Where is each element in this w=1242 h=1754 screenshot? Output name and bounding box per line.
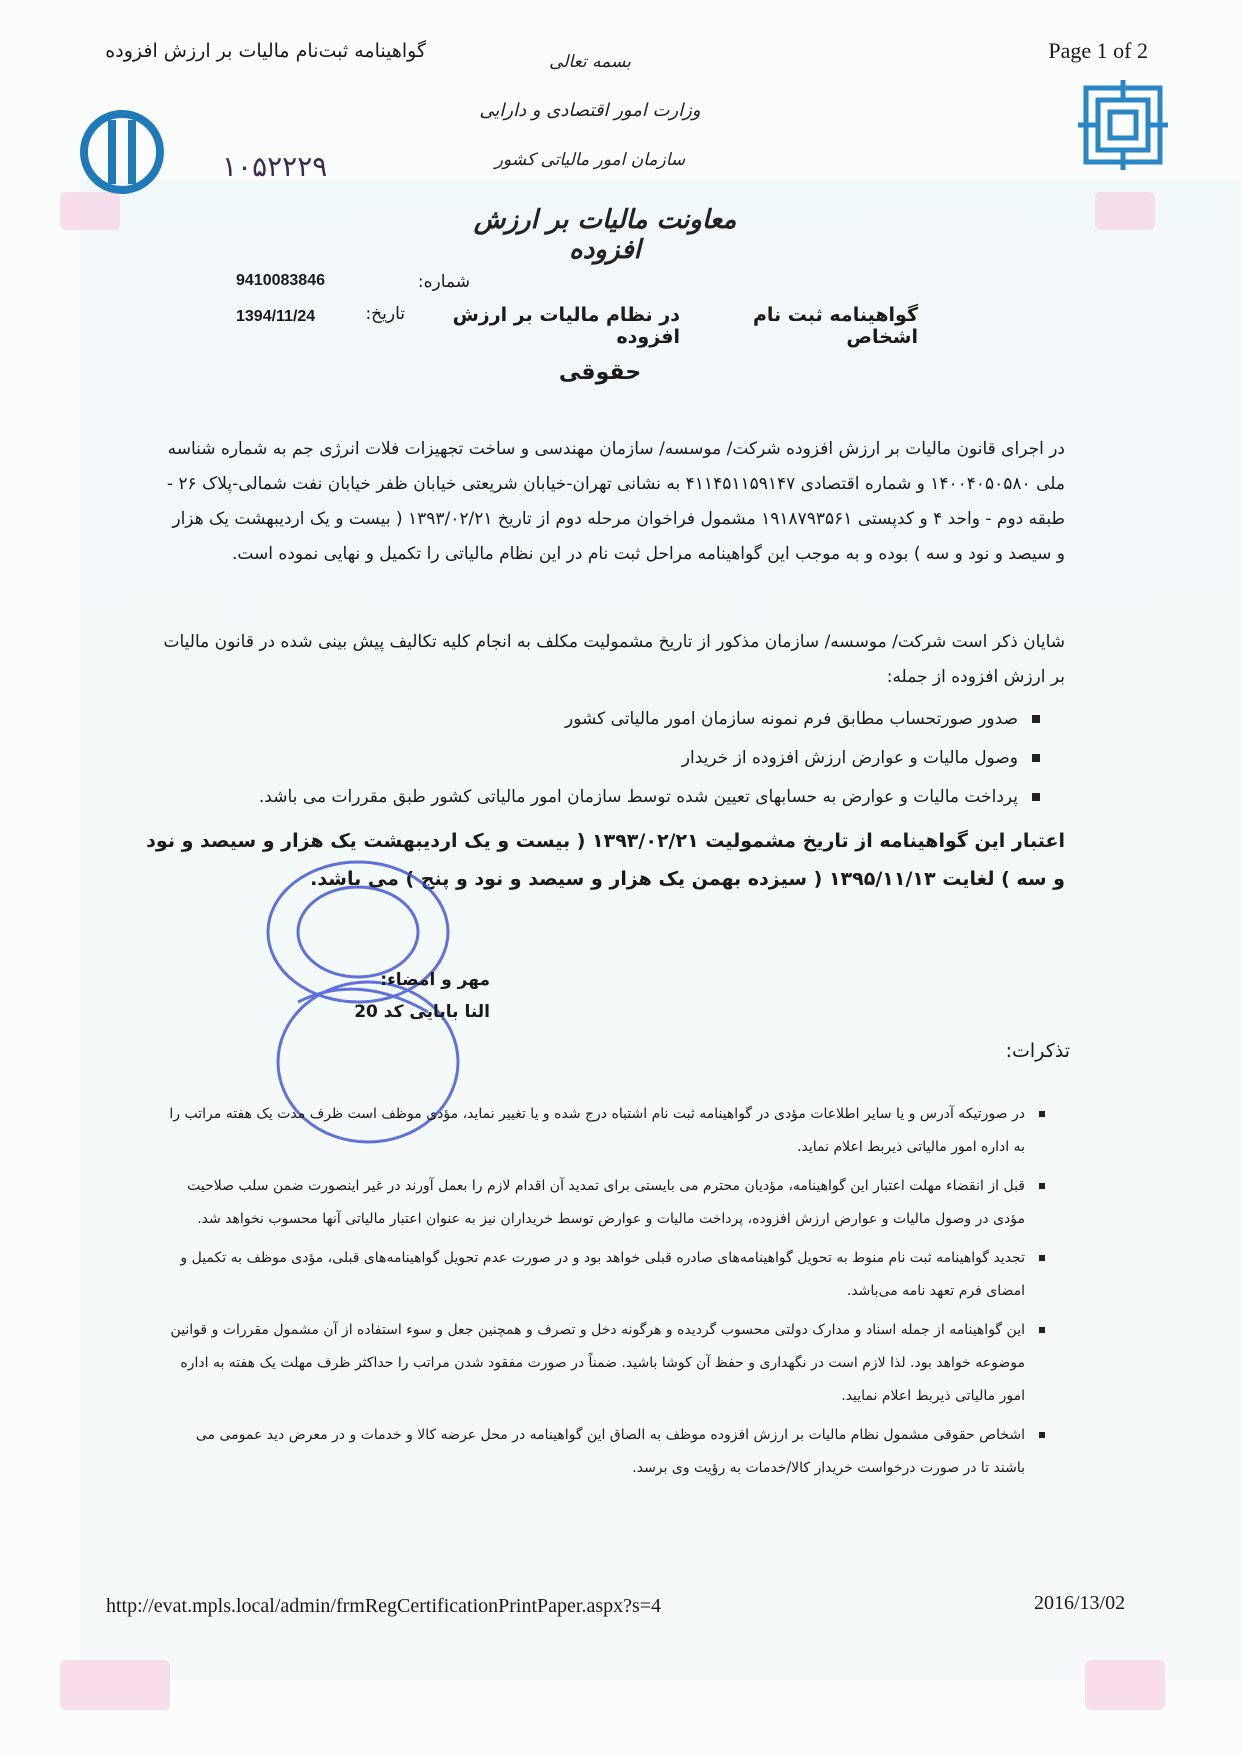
bismillah: بسمه تعالی: [549, 52, 631, 72]
number-value: 9410083846: [236, 272, 325, 289]
notes-list: [160, 1098, 1045, 1491]
page-number: Page 1 of 2: [1048, 38, 1148, 63]
obligations-list: [200, 700, 1040, 817]
pink-mark: [1085, 1660, 1165, 1710]
tax-emblem-icon: [78, 108, 166, 196]
list-item: اشخاص حقوقی مشمول نظام مالیات بر ارزش افزوده موظف به الصاق این گواهینامه در محل عرضه کالا و خدمات و در معرض دید عمومی می باشند تا در صورت درخواست خریدار کالا/خدمات به رؤیت وی برسد.: [160, 1419, 1045, 1485]
list-item: قبل از انقضاء مهلت اعتبار این گواهینامه، مؤدیان محترم می بایستی برای تمدید آن اقدام لازم را بعمل آورند در غیر اینصورت ضمن سلب صلاحیت مؤدی در وصول مالیات و عوارض ارزش افزوده، پرداخت مالیات و عوارض توسط خریداران نیز به عنوان اعتبار مالیاتی آنها محسوب نخواهد شد.: [160, 1170, 1045, 1236]
registration-system: در نظام مالیات بر ارزش افزوده: [452, 304, 680, 348]
obligations-intro: شایان ذکر است شرکت/ موسسه/ سازمان مذکور از تاریخ مشمولیت مکلف به انجام کلیه تکالیف پیش بینی شده در قانون مالیات بر ارزش افزوده از جمله:: [163, 632, 1065, 687]
list-item: این گواهینامه از جمله اسناد و مدارک دولتی محسوب گردیده و هرگونه دخل و تصرف و همچنین جعل و سوء استفاده از آن مشمول مقررات و قوانین موضوعه خواهد بود. لذا لازم است در نگهداری و حفظ آن کوشا باشید. ضمناً در صورت مفقود شدن مراتب را حداکثر ظرف مهلت یک هفته به اداره امور مالیاتی ذیربط اعلام نمایید.: [160, 1314, 1045, 1413]
organization-name: سازمان امور مالیاتی کشور: [494, 150, 686, 170]
footer-date: 2016/13/02: [1034, 1592, 1126, 1614]
date-label: تاریخ:: [365, 304, 405, 324]
deputy-title: معاونت مالیات بر ارزش افزوده: [473, 205, 737, 265]
list-item: در صورتیکه آدرس و یا سایر اطلاعات مؤدی در گواهینامه ثبت نام اشتباه درج شده و یا تغییر نماید، مؤدی موظف است ظرف مدت یک هفته مراتب را به اداره امور مالیاتی ذیربط اعلام نماید.: [160, 1098, 1045, 1164]
list-item: تجدید گواهینامه ثبت نام منوط به تحویل گواهینامه‌های صادره قبلی خواهد بود و در صورت عدم تحویل گواهینامه‌های قبلی، مؤدی موظف به تکمیل و امضای فرم تعهد نامه می‌باشد.: [160, 1242, 1045, 1308]
footer-url: http://evat.mpls.local/admin/frmRegCertificationPrintPaper.aspx?s=4: [106, 1595, 662, 1617]
person-type: حقوقی: [558, 360, 642, 385]
pink-mark: [60, 1660, 170, 1710]
number-label: شماره:: [417, 272, 470, 292]
list-item: پرداخت مالیات و عوارض به حسابهای تعیین شده توسط سازمان امور مالیاتی کشور طبق مقررات می باشد.: [200, 778, 1040, 817]
pink-mark: [1095, 192, 1155, 230]
seal-code: النا بابایی کد 20: [354, 1002, 490, 1022]
registration-title: گواهینامه ثبت نام اشخاص: [752, 304, 918, 348]
ministry-emblem-icon: [1078, 80, 1168, 170]
date-value: 1394/11/24: [236, 308, 316, 325]
validity-statement: اعتبار این گواهینامه از تاریخ مشمولیت ۱۳۹۳/۰۲/۲۱ ( بیست و یک اردیبهشت یک هزار و سیصد و نود و سه ) لغایت ۱۳۹۵/۱۱/۱۳ ( سیزده بهمن یک هزار و سیصد و نود و پنج ) می باشد.: [146, 830, 1065, 890]
body-paragraph: در اجرای قانون مالیات بر ارزش افزوده شرکت/ موسسه/ سازمان مهندسی و ساخت تجهیزات فلات انرژی جم به شماره شناسه ملی ۱۴۰۰۴۰۵۰۵۸۰ و شماره اقتصادی ۴۱۱۴۵۱۱۵۹۱۴۷ به نشانی تهران-خیابان شریعتی خیابان ظفر خیابان نفت شمالی-پلاک ۲۶ - طبقه دوم - واحد ۴ و کدپستی ۱۹۱۸۷۹۳۵۶۱ مشمول فراخوان مرحله دوم از تاریخ ۱۳۹۳/۰۲/۲۱ ( بیست و یک اردیبهشت یک هزار و سیصد و نود و سه ) بوده و به موجب این گواهینامه مراحل ثبت نام در این نظام مالیاتی را تکمیل و نهایی نموده است.: [166, 439, 1065, 564]
ministry-name: وزارت امور اقتصادی و دارایی: [479, 100, 701, 121]
notes-title: تذکرات:: [1005, 1040, 1070, 1062]
list-item: صدور صورتحساب مطابق فرم نمونه سازمان امور مالیاتی کشور: [200, 700, 1040, 739]
serial-number: ۱۰۵۲۲۲۹: [222, 150, 328, 183]
list-item: وصول مالیات و عوارض ارزش افزوده از خریدار: [200, 739, 1040, 778]
document-title: گواهینامه ثبت‌نام مالیات بر ارزش افزوده: [105, 40, 426, 62]
seal-label: مهر و امضاء:: [380, 970, 490, 990]
pink-mark: [60, 192, 120, 230]
